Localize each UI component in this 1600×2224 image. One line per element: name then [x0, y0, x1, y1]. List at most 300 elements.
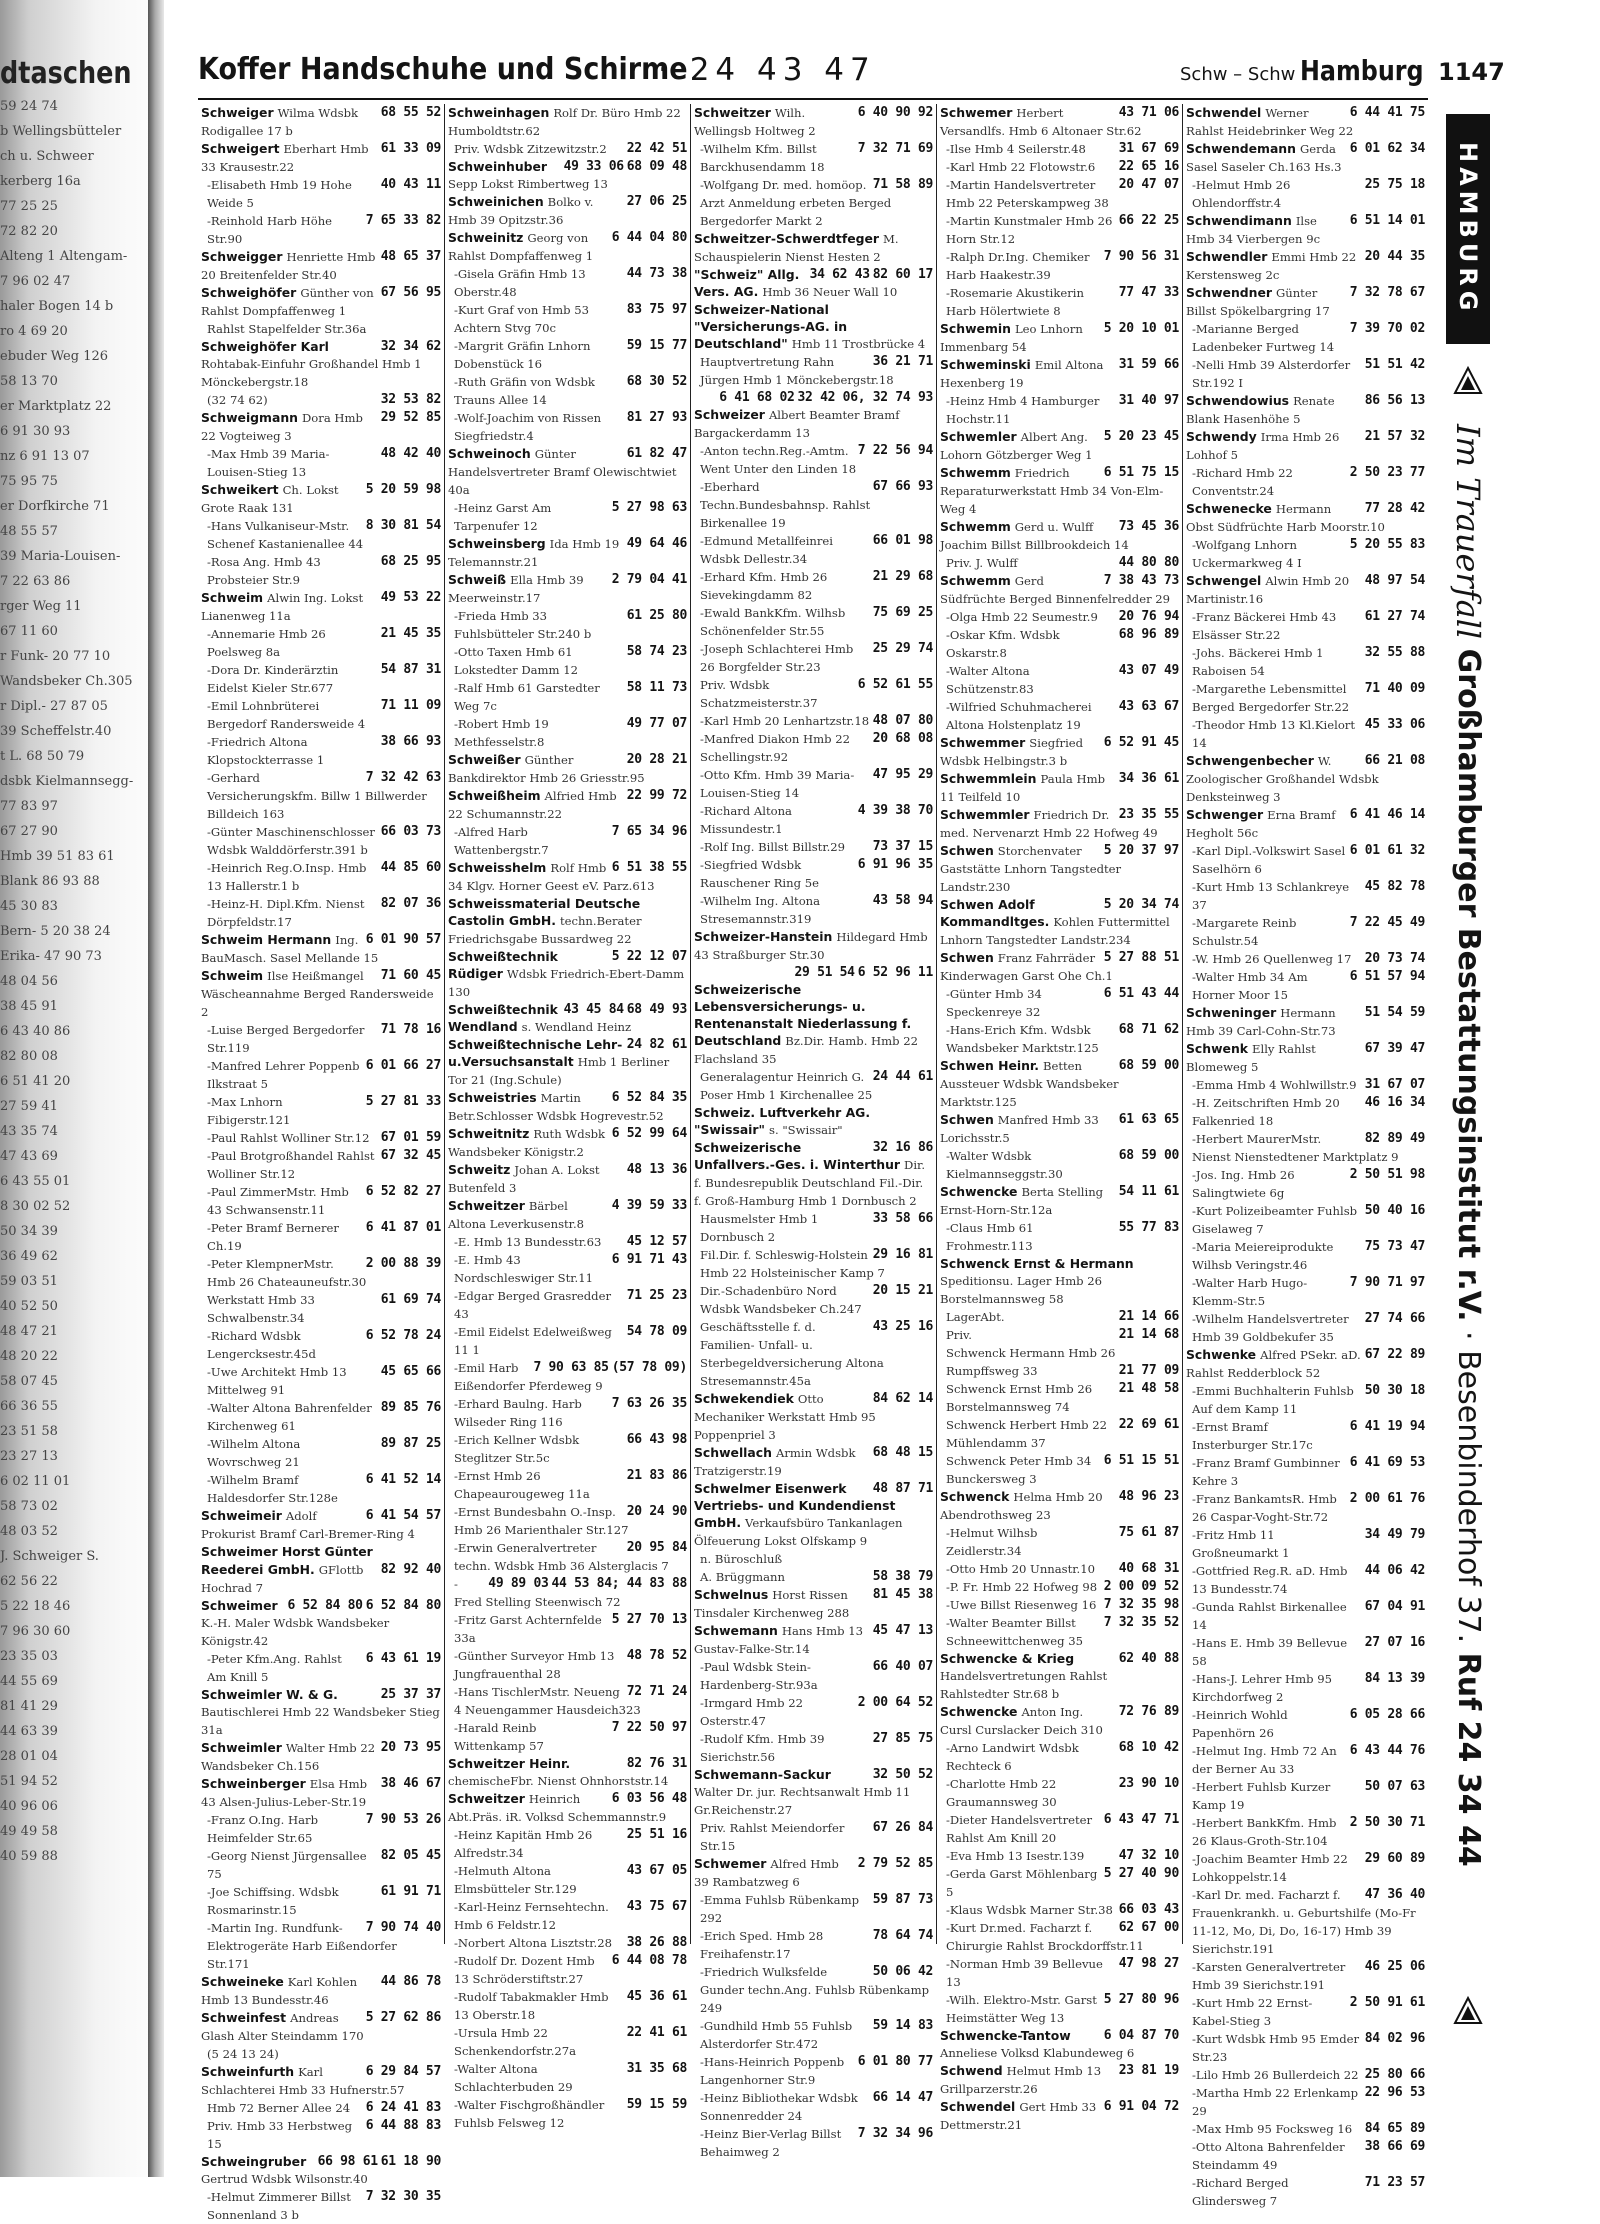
- entry-name: Schweitzer: [694, 105, 771, 120]
- entry-address: -Heinrich Wohld Papenhörn 26: [1192, 1708, 1288, 1740]
- entry-address: Storchenvater Gaststätte Lnhorn Tangstedter Landstr.230: [940, 844, 1122, 894]
- entry-phone: 6 51 15 51: [1101, 1452, 1179, 1469]
- facing-page-line: J. Schweiger S.: [0, 1549, 99, 1564]
- listing-entry: [694, 1390, 933, 1444]
- entry-name: Schweizer: [694, 407, 765, 422]
- facing-page-line: 23 35 03: [0, 1649, 58, 1664]
- entry-phone: 68 25 95: [378, 553, 441, 570]
- entry-address: Schwenck Hermann Hmb 26: [946, 1346, 1116, 1360]
- listing-entry: [448, 1719, 687, 1755]
- listing-entry: [1186, 1670, 1425, 1706]
- listing-entry: [694, 1766, 933, 1819]
- listing-entry: [448, 948, 687, 1001]
- entry-phone: 6 41 54 57: [363, 1507, 441, 1524]
- entry-address: -Wilhelm Kfm. Billst Barckhusendamm 18: [700, 142, 825, 174]
- entry-name: Schweizerische Lebensversicherungs- u. Rentenanstalt Niederlassung f. Deutschland: [694, 982, 912, 1048]
- listing-entry: [694, 1730, 933, 1766]
- entry-address: -Fritz Garst Achternfelde 33a: [454, 1613, 602, 1645]
- facing-page-line: 40 59 88: [0, 1849, 58, 1864]
- entry-phone: 6 01 61 32: [1347, 842, 1425, 859]
- entry-phone: 31 40 97: [1116, 392, 1179, 409]
- listing-entry: [940, 1362, 1179, 1380]
- entry-address: -Gottfried Reg.R. aD. Hmb 13 Bundesstr.74: [1192, 1564, 1348, 1596]
- entry-name: Schwemm: [940, 519, 1011, 534]
- entry-address: -Karl Hmb 22 Flotowstr.6: [946, 160, 1096, 174]
- listing-entry: [1186, 284, 1425, 320]
- entry-phone: 21 77 09: [1116, 1362, 1179, 1379]
- facing-page-line: 47 43 69: [0, 1149, 58, 1164]
- entry-address: Schwenck Herbert Hmb 22 Mühlendamm 37: [946, 1418, 1108, 1450]
- listing-entry: [694, 604, 933, 640]
- entry-phone: 6 41 52 14: [363, 1471, 441, 1488]
- entry-phone: 5 20 37 97: [1101, 842, 1179, 859]
- entry-phone: 7 90 74 40: [363, 1919, 441, 1936]
- entry-address: Wilma Wdsbk Rodigallee 17 b: [201, 106, 359, 138]
- entry-phone: 43 25 16: [870, 1318, 933, 1335]
- listing-entry: [201, 1739, 441, 1775]
- listing-entry: [940, 1308, 1179, 1326]
- listing-entry: [940, 896, 1179, 949]
- listing-entry: [694, 964, 933, 1068]
- listing-entry: [201, 931, 441, 967]
- listing-entry: [1186, 2084, 1425, 2120]
- entry-phone: 7 32 42 63: [363, 769, 441, 786]
- entry-name: Schwemler: [940, 429, 1017, 444]
- facing-page-line: 44 63 39: [0, 1724, 58, 1739]
- entry-address: -Kurt Hmb 13 Schlankreye 37: [1192, 880, 1350, 912]
- entry-phone: 86 56 13: [1362, 392, 1425, 409]
- entry-phone: 48 13 36: [624, 1161, 687, 1178]
- entry-phone: 67 22 89: [1362, 1346, 1425, 1363]
- entry-name: Schweinhagen: [448, 105, 550, 120]
- listing-entry: [694, 2089, 933, 2125]
- entry-address: -Otto Altona Bahrenfelder Steindamm 49: [1192, 2140, 1345, 2172]
- entry-address: -Rudolf Tabakmakler Hmb 13 Oberstr.18: [454, 1990, 609, 2022]
- listing-entry: [1186, 2174, 1425, 2210]
- advert-script: Im Trauerfall: [1449, 424, 1487, 640]
- entry-phone: 6 91 96 35: [855, 856, 933, 873]
- entry-phone: 43 67 05: [624, 1862, 687, 1879]
- entry-phone: 58 11 73: [624, 679, 687, 696]
- entry-phone: 67 26 84: [870, 1819, 933, 1836]
- entry-name: Schweitzer Heinr.: [448, 1756, 571, 1771]
- entry-phone: 29 52 85: [378, 409, 441, 426]
- entry-phone: 59 14 83: [870, 2017, 933, 2034]
- listing-entry: [201, 1686, 441, 1739]
- listing-entry: [201, 140, 441, 176]
- entry-name: Schwemin: [940, 321, 1011, 336]
- facing-page-line: 66 36 55: [0, 1399, 58, 1414]
- facing-page-line: r Funk- 20 77 10: [0, 649, 111, 664]
- listing-entry: [1186, 1454, 1425, 1490]
- listing-entry: [940, 985, 1179, 1021]
- listing-entry: [1186, 1490, 1425, 1526]
- entry-address: -Erich Kellner Wdsbk Steglitzer Str.5c: [454, 1433, 580, 1465]
- entry-phone: 66 22 25: [1116, 212, 1179, 229]
- entry-address: -Hans-Erich Kfm. Wdsbk Wandsbeker Marktstr.125: [946, 1023, 1099, 1055]
- entry-phone: 24 44 61: [870, 1068, 933, 1085]
- entry-name: Schwend: [940, 2063, 1003, 2078]
- entry-phone: 43 07 49: [1116, 662, 1179, 679]
- facing-page-line: 23 27 13: [0, 1449, 58, 1464]
- listing-column-1: [198, 104, 444, 2222]
- entry-phone: 20 47 07: [1116, 176, 1179, 193]
- listing-entry: [201, 2063, 441, 2099]
- entry-address: -Emma Hmb 4 Wohlwillstr.9: [1192, 1078, 1357, 1092]
- entry-phone: 20 68 08: [870, 730, 933, 747]
- entry-address: Renate Blank Hasenhöhe 5: [1186, 394, 1335, 426]
- listing-entry: [940, 428, 1179, 464]
- entry-name: Schwen: [940, 843, 994, 858]
- entry-phone: 49 64 46: [624, 535, 687, 552]
- entry-phone: 50 07 63: [1362, 1778, 1425, 1795]
- listing-entry: [448, 445, 687, 499]
- listing-entry: [448, 1161, 687, 1197]
- entry-address: Walter Hmb 22 Wandsbeker Ch.156: [201, 1741, 376, 1773]
- listing-entry: [940, 626, 1179, 662]
- listing-entry: [940, 1255, 1179, 1308]
- entry-name: Schweinhuber: [448, 159, 548, 174]
- entry-address: Betten Aussteuer Wdsbk Wandsbeker Marktstr.125: [940, 1059, 1119, 1109]
- facing-page-line: 58 13 70: [0, 374, 58, 389]
- listing-entry: [940, 1219, 1179, 1255]
- entry-address: -Ernst Bramf Insterburger Str.17c: [1192, 1420, 1313, 1452]
- entry-address: -Nelli Hmb 39 Alsterdorfer Str.192 I: [1192, 358, 1351, 390]
- listing-entry: [1186, 1634, 1425, 1670]
- listing-entry: [201, 1219, 441, 1255]
- entry-address: Walter Dr. jur. Rechtsanwalt Hmb 11 Gr.Reichenstr.27: [694, 1785, 911, 1817]
- entry-address: -Frieda Hmb 33 Fuhlsbütteler Str.240 b: [454, 609, 592, 641]
- entry-phone: 66 14 47: [870, 2089, 933, 2106]
- listing-entry: [201, 1471, 441, 1507]
- entry-name: Schwenecke: [1186, 501, 1272, 516]
- listing-entry: [1186, 1274, 1425, 1310]
- entry-name: Schweimler W. & G.: [201, 1687, 338, 1702]
- listing-entry: [940, 1021, 1179, 1057]
- entry-address: Bautischlerei Hmb 22 Wandsbeker Stieg 31a: [201, 1705, 440, 1737]
- entry-phone: 58 38 79: [870, 1568, 933, 1585]
- listing-entry: [694, 1819, 933, 1855]
- entry-phone: 82 60 17: [870, 266, 933, 283]
- entry-name: Schwengel: [1186, 573, 1262, 588]
- entry-address: -Olga Hmb 22 Seumestr.9: [946, 610, 1098, 624]
- entry-address: -Manfred Lehrer Poppenb Ilkstraat 5: [207, 1059, 360, 1091]
- entry-name: Schweitz: [448, 1162, 511, 1177]
- entry-name: Schwendel: [940, 2099, 1016, 2114]
- listing-entry: [694, 230, 933, 266]
- directory-page: [168, 0, 1600, 2222]
- entry-address: Gerd Südfrüchte Berged Binnenfelredder 29: [940, 574, 1171, 606]
- listing-entry: [448, 373, 687, 409]
- entry-address: -Siegfried Wdsbk Rauschener Ring 5e: [700, 858, 819, 890]
- listing-entry: [448, 1539, 687, 1575]
- entry-name: Schwencke: [940, 1184, 1018, 1199]
- listing-entry: [448, 535, 687, 571]
- listing-entry: [940, 464, 1179, 518]
- listing-entry: [694, 1210, 933, 1246]
- entry-phone: 47 95 29: [870, 766, 933, 783]
- entry-address: -H. Zeitschriften Hmb 20 Falkenried 18: [1192, 1096, 1340, 1128]
- listing-entry: [940, 1901, 1179, 1919]
- entry-address: -Norbert Altona Lisztstr.28: [454, 1936, 612, 1950]
- entry-address: Karl Schlachterei Hmb 33 Hufnerstr.57: [201, 2065, 405, 2097]
- entry-name: Schweizer-Hanstein: [694, 929, 833, 944]
- entry-address: Hmb 36 Neuer Wall 10: [762, 285, 898, 299]
- listing-entry: [1186, 2030, 1425, 2066]
- entry-phone: 46 16 34: [1362, 1094, 1425, 1111]
- entry-address: -Oskar Kfm. Wdsbk Oskarstr.8: [946, 628, 1060, 660]
- entry-address: Priv.: [946, 1328, 972, 1342]
- entry-phone: 43 63 67: [1116, 698, 1179, 715]
- listing-entry: [201, 1775, 441, 1811]
- listing-entry: [201, 1847, 441, 1883]
- entry-phone: 67 56 95: [378, 284, 441, 301]
- listing-entry: [201, 1973, 441, 2009]
- listing-entry: [1186, 680, 1425, 716]
- listing-entry: [940, 2098, 1179, 2134]
- listing-entry: [1186, 968, 1425, 1004]
- entry-phone: 6 52 84 35: [609, 1089, 687, 1106]
- listing-entry: [448, 1898, 687, 1934]
- listing-entry: [201, 895, 441, 931]
- listing-entry: [694, 838, 933, 856]
- listing-column-3: [690, 104, 936, 2159]
- entry-name: Schwendimann: [1186, 213, 1292, 228]
- entry-name: Schwemer: [940, 105, 1013, 120]
- entry-phone: 6 43 61 19: [363, 1650, 441, 1667]
- facing-page-heading: dtaschen: [0, 56, 132, 91]
- entry-address: -Günter Maschinenschlosser Wdsbk Walddörferstr.391 b: [207, 825, 375, 857]
- entry-phone: 5 22 12 07: [609, 948, 687, 965]
- listing-entry: [448, 1790, 687, 1826]
- listing-entry: [940, 2027, 1179, 2062]
- entry-address: W. Zoologischer Großhandel Wdsbk Denksteinweg 3: [1186, 754, 1379, 804]
- entry-phone: 44 73 38: [624, 265, 687, 282]
- listing-entry: [694, 892, 933, 928]
- entry-phone: 6 41 69 53: [1347, 1454, 1425, 1471]
- entry-phone: 2 79 04 41: [609, 571, 687, 588]
- entry-phone: 55 77 83: [1116, 1219, 1179, 1236]
- listing-entry: [940, 1344, 1179, 1362]
- listing-entry: [694, 1963, 933, 2017]
- entry-phone: 22 69 61: [1116, 1416, 1179, 1433]
- entry-address: -Norman Hmb 39 Bellevue 13: [946, 1957, 1103, 1989]
- entry-address: -Margarethe Lebensmittel Berged Bergedorfer Str.22: [1192, 682, 1350, 714]
- listing-entry: [1186, 2138, 1425, 2174]
- listing-entry: [1186, 1094, 1425, 1130]
- listing-entry: [201, 176, 441, 212]
- listing-entry: [201, 859, 441, 895]
- entry-address: -Erhard Kfm. Hmb 26 Sievekingdamm 82: [700, 570, 828, 602]
- facing-page-line: haler Bogen 14 b: [0, 299, 114, 314]
- listing-entry: [201, 661, 441, 697]
- entry-address: GFlottb Hochrad 7: [201, 1563, 364, 1595]
- listing-entry: [940, 140, 1179, 158]
- entry-phone: 29 16 81: [870, 1246, 933, 1263]
- entry-phone: (57 78 09): [609, 1359, 687, 1376]
- entry-address: Werkstatt Hmb 33 Schwalbenstr.34: [207, 1293, 315, 1325]
- entry-phone: 21 45 35: [378, 625, 441, 642]
- entry-address: -Eberhard Techn.Bundesbahnsp. Rahlst Birkenallee 19: [700, 480, 871, 530]
- listing-entry: [448, 1611, 687, 1647]
- facing-page-line: 6 02 11 01: [0, 1474, 71, 1489]
- entry-phone: 6 52 91 45: [1101, 734, 1179, 751]
- entry-phone: 59 87 73: [870, 1891, 933, 1908]
- entry-phone: 6 52 82 27: [363, 1183, 441, 1200]
- entry-address: -Heinrich Reg.O.Insp. Hmb 13 Hallerstr.1 b: [207, 861, 367, 893]
- facing-page-line: 45 30 83: [0, 899, 58, 914]
- listing-entry: [694, 2017, 933, 2053]
- listing-entry: [940, 1955, 1179, 1991]
- entry-address: -Heinz Bier-Verlag Billst Behaimweg 2: [700, 2127, 842, 2159]
- listing-entry: [201, 1399, 441, 1435]
- entry-address: Albert Ang. Lohorn Götzberger Weg 1: [940, 430, 1093, 462]
- facing-page-line: 58 07 45: [0, 1374, 58, 1389]
- entry-address: -Hans-J. Lehrer Hmb 95 Kirchdorfweg 2: [1192, 1672, 1333, 1704]
- entry-phone: 21 14 68: [1116, 1326, 1179, 1343]
- facing-page-line: 58 73 02: [0, 1499, 58, 1514]
- entry-phone: 32 34 62: [378, 338, 441, 355]
- listing-entry: [201, 2099, 441, 2117]
- entry-phone: 81 45 38: [870, 1586, 933, 1603]
- entry-phone: 43 58 94: [870, 892, 933, 909]
- entry-address: -Claus Hmb 61 Frohmestr.113: [946, 1221, 1034, 1253]
- entry-name: Schweninger: [1186, 1005, 1277, 1020]
- entry-phone: 2 50 91 61: [1347, 1994, 1425, 2011]
- listing-entry: [1186, 500, 1425, 536]
- entry-address: Ella Hmb 39 Meerweinstr.17: [448, 573, 584, 605]
- entry-phone: 6 41 46 14: [1347, 806, 1425, 823]
- entry-phone: 21 48 58: [1116, 1380, 1179, 1397]
- entry-phone: 61 18 90: [378, 2153, 441, 2170]
- listing-entry: [201, 284, 441, 320]
- listing-entry: [448, 1089, 687, 1125]
- entry-address: -Emil Lohnbrüterei Bergedorf Randersweide 4: [207, 699, 366, 731]
- listing-entry: [448, 2060, 687, 2096]
- entry-phone: 45 12 57: [624, 1233, 687, 1250]
- page-header: [198, 52, 1505, 100]
- entry-phone: 5 27 70 13: [609, 1611, 687, 1628]
- entry-address: Wilh. Wellingsb Holtweg 2: [694, 106, 816, 138]
- entry-name: Schwen: [940, 1112, 994, 1127]
- entry-address: -Gunda Rahlst Birkenallee 14: [1192, 1600, 1347, 1632]
- entry-address: -Herbert BankKfm. Hmb 26 Klaus-Groth-Str.104: [1192, 1816, 1337, 1848]
- entry-name: Schweinfurth: [201, 2064, 295, 2079]
- listing-entry: [694, 1318, 933, 1390]
- entry-phone: 2 50 30 71: [1347, 1814, 1425, 1831]
- listing-entry: [1186, 104, 1425, 140]
- listing-entry: [1186, 1850, 1425, 1886]
- listing-entry: [201, 104, 441, 140]
- entry-name: Schweinitz: [448, 230, 524, 245]
- listing-entry: [201, 1021, 441, 1057]
- entry-name: Schwelnus: [694, 1587, 769, 1602]
- entry-name: Schwendy: [1186, 429, 1257, 444]
- entry-address: -Heinz Garst Am Tarpenufer 12: [454, 501, 552, 533]
- listing-entry: [201, 2153, 441, 2188]
- entry-phone: 49 89 03: [485, 1575, 548, 1592]
- listing-entry: [694, 389, 933, 442]
- facing-page-line: 77 25 25: [0, 199, 58, 214]
- facing-page-line: 39 Maria-Louisen-: [0, 549, 121, 564]
- entry-name: Schweissmaterial Deutsche Castolin GmbH.: [448, 896, 641, 928]
- listing-entry: [1186, 464, 1425, 500]
- entry-phone: 27 06 25: [624, 193, 687, 210]
- listing-entry: [940, 1578, 1179, 1596]
- entry-phone: 32 42 06, 32 74 93: [795, 389, 933, 406]
- listing-entry: [694, 1139, 933, 1210]
- entry-phone: 71 58 89: [870, 176, 933, 193]
- entry-name: Schweinichen: [448, 194, 544, 209]
- listing-entry: [694, 676, 933, 712]
- entry-address: Gerd u. Wulff Joachim Billst Billbrookdeich 14: [940, 520, 1129, 552]
- entry-phone: 33 58 66: [870, 1210, 933, 1227]
- listing-entry: [694, 1104, 933, 1139]
- listing-entry: [201, 2045, 441, 2063]
- entry-address: Priv. Rahlst Meiendorfer Str.15: [700, 1821, 845, 1853]
- listing-entry: [448, 1233, 687, 1251]
- entry-address: Rolf Dr. Büro Hmb 22 Humboldtstr.62: [448, 106, 681, 138]
- entry-name: Schweimeir: [201, 1508, 282, 1523]
- facing-page-line: 23 51 58: [0, 1424, 58, 1439]
- facing-page-line: b Wellingsbütteler: [0, 124, 122, 139]
- entry-phone: 6 44 04 80: [609, 229, 687, 246]
- entry-address: -Walter Hmb 34 Am Horner Moor 15: [1192, 970, 1308, 1002]
- entry-address: Hans Hmb 13 Gustav-Falke-Str.14: [694, 1624, 863, 1656]
- facing-page-line: 40 52 50: [0, 1299, 58, 1314]
- entry-address: chemischeFbr. Nienst Ohnhorststr.14: [448, 1774, 669, 1788]
- entry-name: Schwenck: [940, 1489, 1010, 1504]
- facing-page-line: 62 56 22: [0, 1574, 58, 1589]
- entry-name: Schweiz. Luftverkehr AG. "Swissair": [694, 1105, 871, 1137]
- entry-address: Rahlst Stapelfelder Str.36a: [207, 322, 367, 336]
- listing-entry: [448, 1862, 687, 1898]
- facing-page-line: 40 96 06: [0, 1799, 58, 1814]
- facing-page-line: dsbk Kielmannsegg-: [0, 774, 134, 789]
- entry-phone: 2 50 51 98: [1347, 1166, 1425, 1183]
- listing-entry: [1186, 2120, 1425, 2138]
- entry-phone: 20 15 21: [870, 1282, 933, 1299]
- entry-address: -Franz Bramf Gumbinner Kehre 3: [1192, 1456, 1340, 1488]
- header-city: Hamburg: [1300, 54, 1424, 87]
- entry-phone: 61 25 80: [624, 607, 687, 624]
- header-name-range: Schw – Schw: [1180, 64, 1296, 85]
- entry-phone: 21 14 66: [1116, 1308, 1179, 1325]
- entry-address: -Franz Bäckerei Hmb 43 Elsässer Str.22: [1192, 610, 1337, 642]
- facing-page-line: nz 6 91 13 07: [0, 449, 90, 464]
- facing-page-line: 48 47 21: [0, 1324, 58, 1339]
- header-phone: · 24 43 47: [658, 52, 876, 88]
- entry-name: Schweitzer: [448, 1198, 525, 1213]
- listing-entry: [1186, 806, 1425, 842]
- entry-name: Schwen: [940, 950, 994, 965]
- listing-entry: [940, 1847, 1179, 1865]
- entry-address: K.-H. Maler Wdsbk Wandsbeker Königstr.42: [201, 1616, 390, 1648]
- entry-phone: 7 32 34 96: [855, 2125, 933, 2142]
- listing-entry: [940, 158, 1179, 176]
- entry-address: -Martha Hmb 22 Erlenkamp 29: [1192, 2086, 1359, 2118]
- entry-name: Schweisshelm: [448, 860, 547, 875]
- listing-entry: [1186, 320, 1425, 356]
- listing-entry: [694, 1622, 933, 1658]
- entry-phone: 49 53 22: [378, 589, 441, 606]
- entry-address: -Gerhard Versicherungskfm. Billw 1 Billwerder Billdeich 163: [207, 771, 427, 821]
- entry-name: Schwenck Ernst & Hermann: [940, 1256, 1134, 1271]
- entry-phone: 6 03 56 48: [609, 1790, 687, 1807]
- entry-phone: 82 76 31: [624, 1755, 687, 1772]
- entry-address: -Richard Hmb 22 Conventstr.24: [1192, 466, 1293, 498]
- entry-address: -Wilh. Elektro-Mstr. Garst Heimstätter Weg 13: [946, 1993, 1097, 2025]
